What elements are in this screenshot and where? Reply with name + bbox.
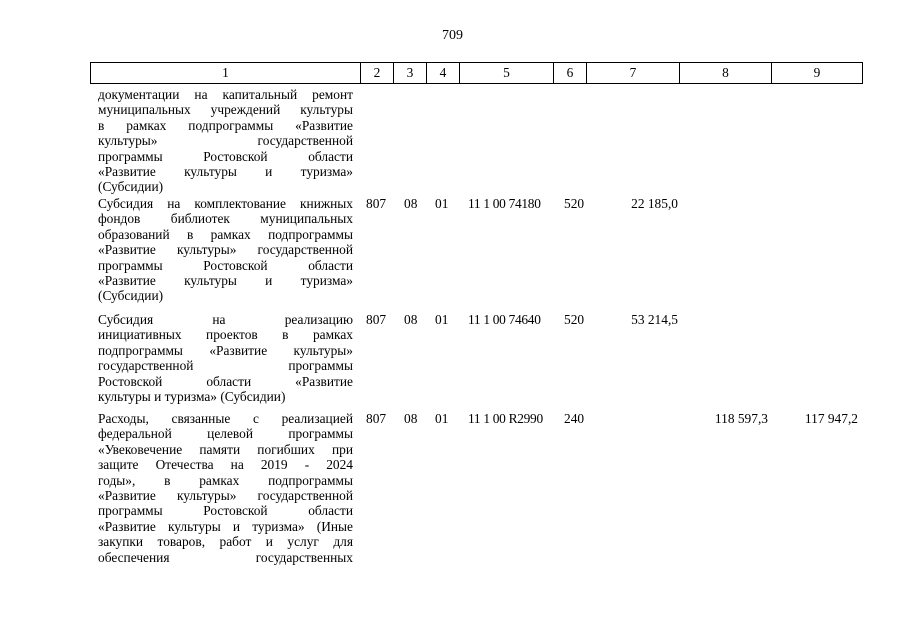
desc-line: «Развитие культуры и туризма»: [98, 273, 353, 289]
cell-target-article: 11 1 00 74180: [468, 196, 541, 211]
header-col-9: 9: [771, 63, 862, 83]
cell-expense-type: 520: [564, 312, 585, 327]
desc-line: Ростовской области «Развитие: [98, 373, 353, 389]
desc-line: «Развитие культуры и туризма» (Иные: [98, 518, 353, 534]
desc-line: подпрограммы «Развитие культуры»: [98, 342, 353, 358]
desc-line: «Увековечение памяти погибших при: [98, 441, 353, 457]
cell-ministry: 807: [366, 196, 387, 211]
cell-amount-3: 117 947,2: [804, 411, 858, 426]
header-col-1: 1: [222, 65, 229, 80]
header-col-4: 4: [426, 63, 459, 83]
header-col-7: 7: [586, 63, 679, 83]
header-col-5: 5: [459, 63, 553, 83]
cell-ministry: 807: [366, 411, 387, 426]
header-col-8: 8: [679, 63, 771, 83]
desc-line: документации на капитальный ремонт: [98, 87, 353, 102]
cell-amount-2: 118 597,3: [714, 411, 768, 426]
header-col-3: 3: [393, 63, 426, 83]
row-description: [98, 87, 353, 195]
desc-line: закупки товаров, работ и услуг для: [98, 534, 353, 550]
desc-line: Расходы, связанные с реализацией: [98, 411, 353, 426]
cell-target-article: 11 1 00 74640: [468, 312, 541, 327]
cell-amount-1: 22 185,0: [631, 196, 678, 211]
cell-expense-type: 240: [564, 411, 585, 426]
desc-line: Субсидия на реализацию: [98, 312, 353, 327]
header-col-6: 6: [553, 63, 586, 83]
desc-line: «Развитие культуры и туризма»: [98, 164, 353, 180]
desc-line: годы», в рамках подпрограммы: [98, 472, 353, 488]
cell-subsection: 01: [435, 312, 449, 327]
desc-line: обеспечения государственных: [98, 549, 353, 565]
desc-line: культуры и туризма» (Субсидии): [98, 389, 286, 405]
cell-subsection: 01: [435, 411, 449, 426]
desc-line: фондов библиотек муниципальных: [98, 211, 353, 227]
cell-subsection: 01: [435, 196, 449, 211]
desc-line: (Субсидии): [98, 288, 164, 304]
cell-ministry: 807: [366, 312, 387, 327]
desc-line: «Развитие культуры» государственной: [98, 488, 353, 504]
cell-section: 08: [404, 411, 418, 426]
desc-line: образований в рамках подпрограммы: [98, 226, 353, 242]
desc-line: инициативных проектов в рамках: [98, 327, 353, 343]
row-description: [98, 411, 353, 565]
desc-line: муниципальных учреждений культуры: [98, 102, 353, 118]
desc-line: защите Отечества на 2019 - 2024: [98, 457, 353, 473]
desc-line: федеральной целевой программы: [98, 426, 353, 442]
cell-target-article: 11 1 00 R2990: [468, 411, 543, 426]
header-col-2: 2: [360, 63, 393, 83]
cell-amount-1: 53 214,5: [631, 312, 678, 327]
desc-line: государственной программы: [98, 358, 353, 374]
row-description: [98, 312, 353, 404]
cell-expense-type: 520: [564, 196, 585, 211]
desc-line: программы Ростовской области: [98, 257, 353, 273]
desc-line: программы Ростовской области: [98, 148, 353, 164]
page-number: 709: [442, 28, 463, 43]
table-header: [90, 62, 863, 84]
desc-line: «Развитие культуры» государственной: [98, 242, 353, 258]
desc-line: программы Ростовской области: [98, 503, 353, 519]
desc-line: культуры» государственной: [98, 133, 353, 149]
row-description: [98, 196, 353, 304]
cell-section: 08: [404, 312, 418, 327]
cell-section: 08: [404, 196, 418, 211]
desc-line: Субсидия на комплектование книжных: [98, 196, 353, 211]
desc-line: (Субсидии): [98, 179, 164, 195]
desc-line: в рамках подпрограммы «Развитие: [98, 117, 353, 133]
